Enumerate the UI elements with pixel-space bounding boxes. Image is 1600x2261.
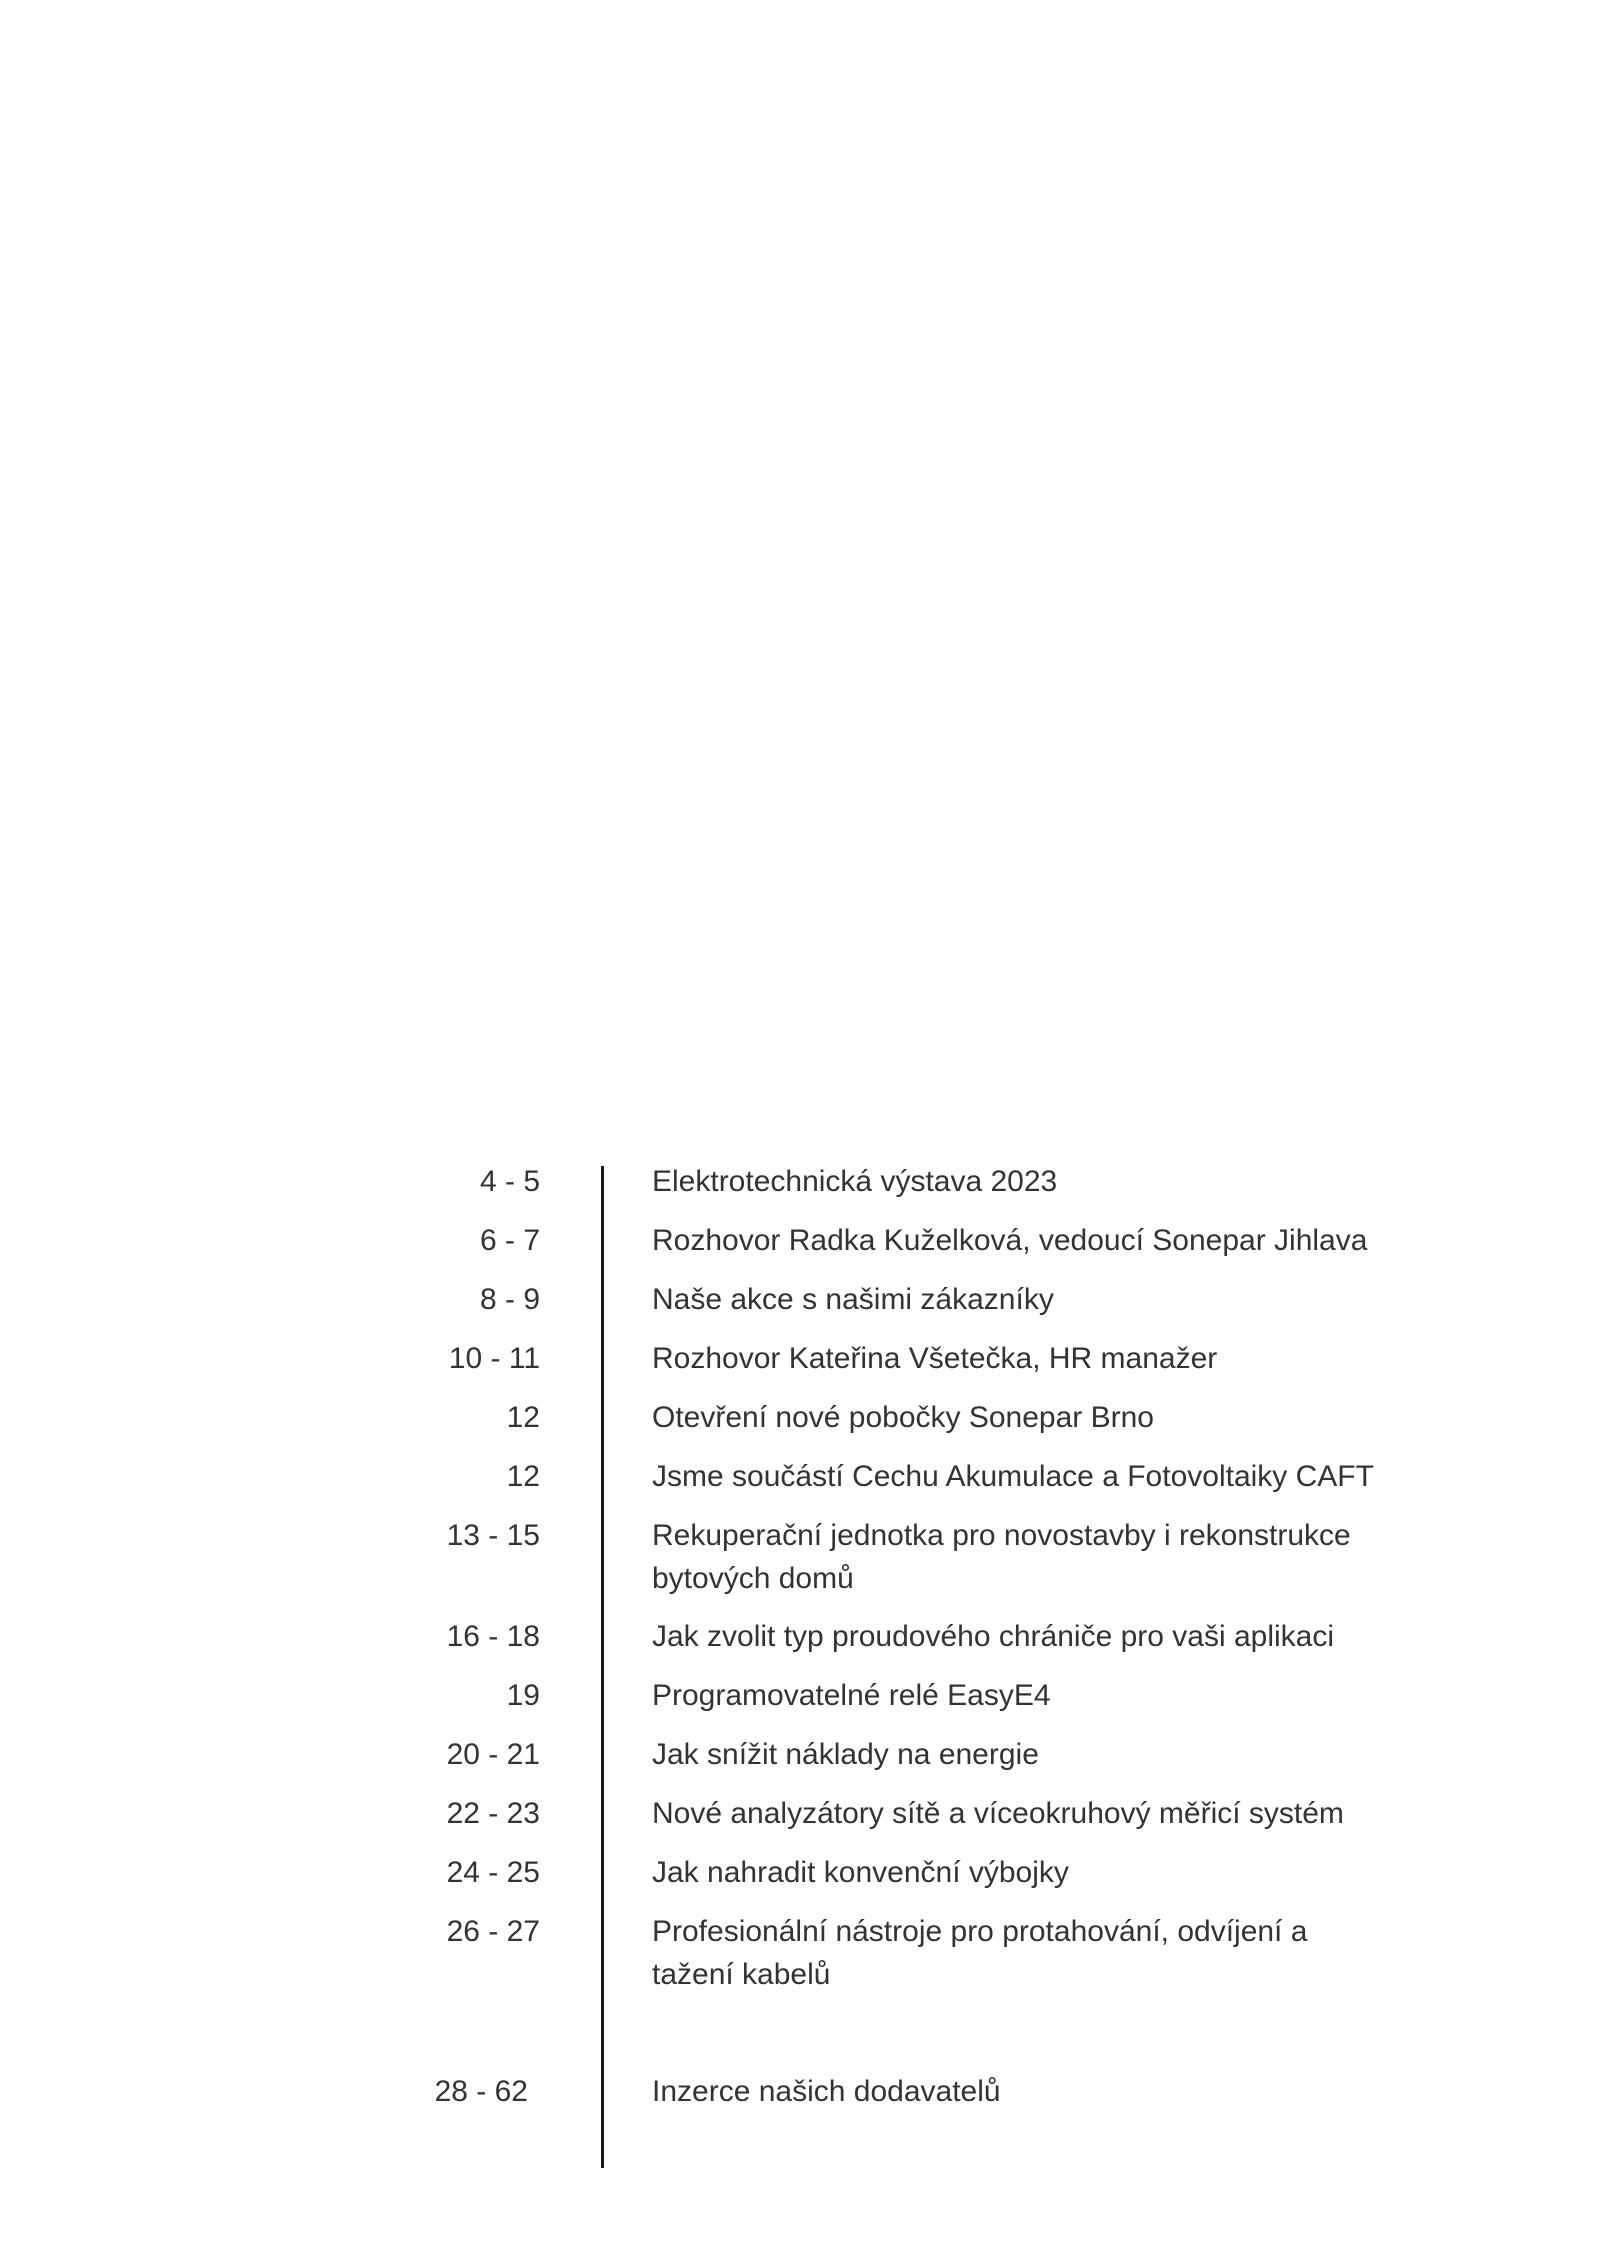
toc-title: Jak nahradit konvenční výbojky (652, 1856, 1069, 1889)
toc-title: Profesionální nástroje pro protahování, odvíjení a tažení kabelů (652, 1915, 1308, 1991)
toc-title: Otevření nové pobočky Sonepar Brno (652, 1401, 1154, 1434)
toc-page-range: 13 - 15 (446, 1519, 540, 1552)
toc-title: Elektrotechnická výstava 2023 (652, 1165, 1058, 1198)
toc-page-range: 12 (506, 1401, 540, 1434)
toc-page-range: 8 - 9 (479, 1283, 540, 1316)
toc-title: Jak snížit náklady na energie (652, 1738, 1039, 1771)
toc-title: Jsme součástí Cechu Akumulace a Fotovoltaiky CAFT (652, 1460, 1374, 1493)
toc-title: Rozhovor Kateřina Všetečka, HR manažer (652, 1342, 1218, 1375)
toc-title: Programovatelné relé EasyE4 (652, 1679, 1051, 1712)
toc-page-range: 4 - 5 (479, 1165, 540, 1198)
toc-title: Jak zvolit typ proudového chrániče pro vaši aplikaci (652, 1620, 1335, 1653)
toc-title: Rekuperační jednotka pro novostavby i rekonstrukce bytových domů (652, 1519, 1351, 1595)
toc-page-range: 28 - 62 (434, 2075, 528, 2108)
toc-page-range: 20 - 21 (446, 1738, 540, 1771)
toc-title: Inzerce našich dodavatelů (652, 2075, 1001, 2108)
toc-page-range: 12 (506, 1460, 540, 1493)
toc-page-range: 6 - 7 (479, 1224, 540, 1257)
toc-page-range: 22 - 23 (446, 1797, 540, 1830)
table-of-contents (0, 1160, 1600, 2170)
toc-title: Nové analyzátory sítě a víceokruhový měřicí systém (652, 1797, 1344, 1830)
toc-page-range: 26 - 27 (446, 1915, 540, 1948)
toc-page-range: 16 - 18 (446, 1620, 540, 1653)
toc-title: Naše akce s našimi zákazníky (652, 1283, 1054, 1316)
toc-divider (601, 1166, 604, 2168)
toc-title: Rozhovor Radka Kuželková, vedoucí Sonepar Jihlava (652, 1224, 1368, 1257)
toc-page-range: 10 - 11 (448, 1342, 540, 1375)
toc-page-range: 24 - 25 (446, 1856, 540, 1889)
toc-page-range: 19 (506, 1679, 540, 1712)
